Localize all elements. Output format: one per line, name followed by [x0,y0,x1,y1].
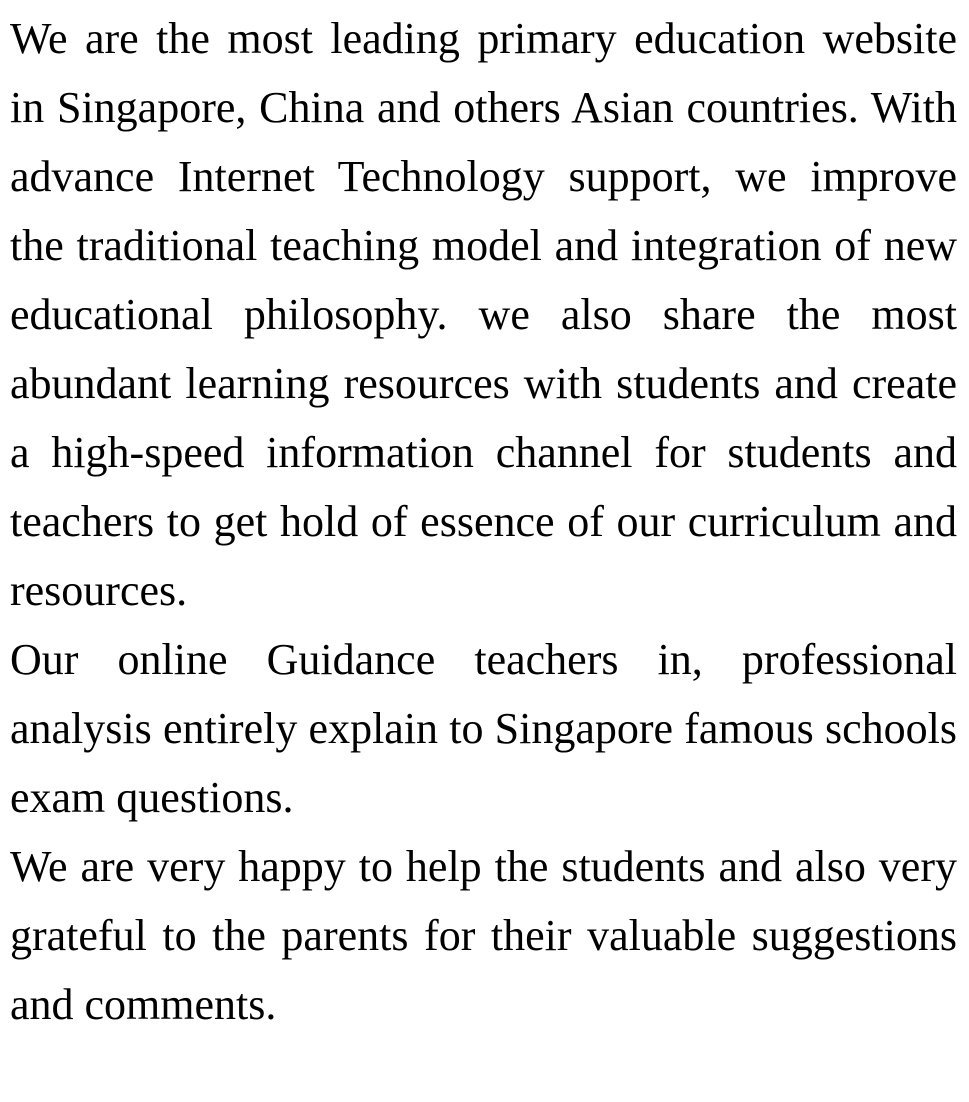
paragraph-guidance: Our online Guidance teachers in, professional analysis entirely explain to Singapore famous schools exam questions. [10,635,957,822]
document-body [10,4,957,1039]
paragraph-thanks: We are very happy to help the students and also very grateful to the parents for their valuable suggestions and comments. [10,842,957,1029]
paragraph-intro: We are the most leading primary education website in Singapore, China and others Asian countries. With advance Internet Technology support, we improve the traditional teaching model and integration of new educational philosophy. we also share the most abundant learning resources with students and create a high-speed information channel for students and teachers to get hold of essence of our curriculum and resources. [10,14,957,615]
